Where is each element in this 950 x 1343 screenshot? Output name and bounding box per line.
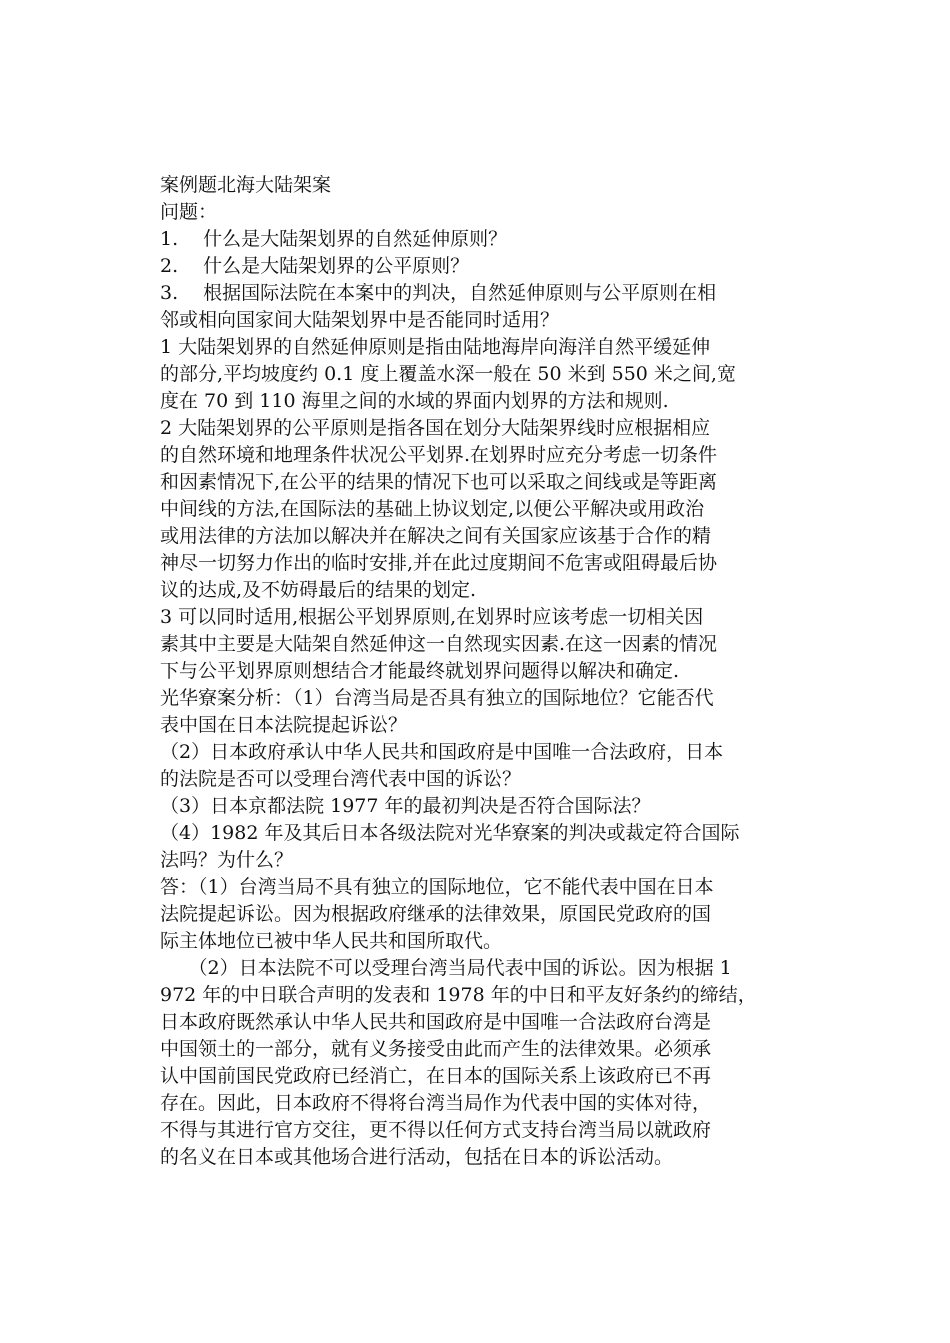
question-item [160,253,800,280]
case2-answer-line: 中国领土的一部分，就有义务接受由此而产生的法律效果。必须承 [160,1038,712,1060]
answer-paragraph [160,604,800,685]
case2-answer-line: 972 年的中日联合声明的发表和 1978 年的中日和平友好条约的缔结， [160,984,757,1006]
case2-answer-line: 答：（1）台湾当局不具有独立的国际地位，它不能代表中国在日本 [160,876,714,898]
questions-heading: 问题： [160,201,218,223]
case2-answer-line: 法院提起诉讼。因为根据政府继承的法律效果，原国民党政府的国 [160,903,712,925]
question-line: 2. 什么是大陆架划界的公平原则？ [160,255,470,277]
answer-line: 的部分,平均坡度约 0.1 度上覆盖水深一般在 50 米到 550 米之间,宽 [160,363,736,385]
case2-answer-line: 认中国前国民党政府已经消亡，在日本的国际关系上该政府已不再 [160,1065,712,1087]
question-line: 邻或相向国家间大陆架划界中是否能同时适用？ [160,309,560,331]
answer-line: 中间线的方法,在国际法的基础上协议划定,以便公平解决或用政治 [160,498,705,520]
case2-question-line: （2）日本政府承认中华人民共和国政府是中国唯一合法政府，日本 [160,741,724,763]
case2-question-line: （4）1982 年及其后日本各级法院对光华寮案的判决或裁定符合国际 [160,822,740,844]
document-page [160,172,800,1171]
answer-paragraph [160,334,800,415]
question-line: 1. 什么是大陆架划界的自然延伸原则？ [160,228,508,250]
case2-answer [160,955,800,1171]
answer-line: 或用法律的方法加以解决并在解决之间有关国家应该基于合作的精 [160,525,712,547]
case2-question-line: 的法院是否可以受理台湾代表中国的诉讼？ [160,768,522,790]
answer-line: 和因素情况下,在公平的结果的情况下也可以采取之间线或是等距离 [160,471,718,493]
question-item [160,226,800,253]
answer-line: 素其中主要是大陆架自然延伸这一自然现实因素.在这一因素的情况 [160,633,718,655]
case2-question [160,739,800,793]
questions-list [160,226,800,334]
answer-line: 度在 70 到 110 海里之间的水域的界面内划界的方法和规则. [160,390,669,412]
case2-answer-line: 的名义在日本或其他场合进行活动，包括在日本的诉讼活动。 [160,1146,674,1168]
case2-answer-line: 存在。因此，日本政府不得将台湾当局作为代表中国的实体对待， [160,1092,712,1114]
answer-line: 2 大陆架划界的公平原则是指各国在划分大陆架界线时应根据相应 [160,417,711,439]
case2-question-line: （3）日本京都法院 1977 年的最初判决是否符合国际法？ [160,795,651,817]
case2-answer [160,874,800,955]
case2-answers [160,874,800,1171]
case2-answer-line: 日本政府既然承认中华人民共和国政府是中国唯一合法政府台湾是 [160,1011,712,1033]
answer-line: 议的达成,及不妨碍最后的结果的划定. [160,579,477,601]
answers-list [160,334,800,685]
question-item [160,280,800,334]
case2-question-line: 光华寮案分析：（1）台湾当局是否具有独立的国际地位？它能否代 [160,687,714,709]
case2-question-line: 法吗？为什么？ [160,849,294,871]
case2-question [160,685,800,739]
case2-question [160,793,800,820]
case2-questions [160,685,800,874]
answer-line: 3 可以同时适用,根据公平划界原则,在划界时应该考虑一切相关因 [160,606,704,628]
case2-answer-line: 不得与其进行官方交往，更不得以任何方式支持台湾当局以就政府 [160,1119,712,1141]
answer-line: 1 大陆架划界的自然延伸原则是指由陆地海岸向海洋自然平缓延伸 [160,336,711,358]
answer-paragraph [160,415,800,604]
case2-question [160,820,800,874]
question-line: 3. 根据国际法院在本案中的判决，自然延伸原则与公平原则在相 [160,282,717,304]
case2-question-line: 表中国在日本法院提起诉讼？ [160,714,408,736]
answer-line: 的自然环境和地理条件状况公平划界.在划界时应充分考虑一切条件 [160,444,718,466]
case2-answer-line: 际主体地位已被中华人民共和国所取代。 [160,930,503,952]
answer-line: 神尽一切努力作出的临时安排,并在此过度期间不危害或阻碍最后协 [160,552,718,574]
answer-line: 下与公平划界原则想结合才能最终就划界问题得以解决和确定. [160,660,680,682]
case2-answer-line: （2）日本法院不可以受理台湾当局代表中国的诉讼。因为根据 1 [160,957,732,979]
document-title: 案例题北海大陆架案 [160,174,332,196]
